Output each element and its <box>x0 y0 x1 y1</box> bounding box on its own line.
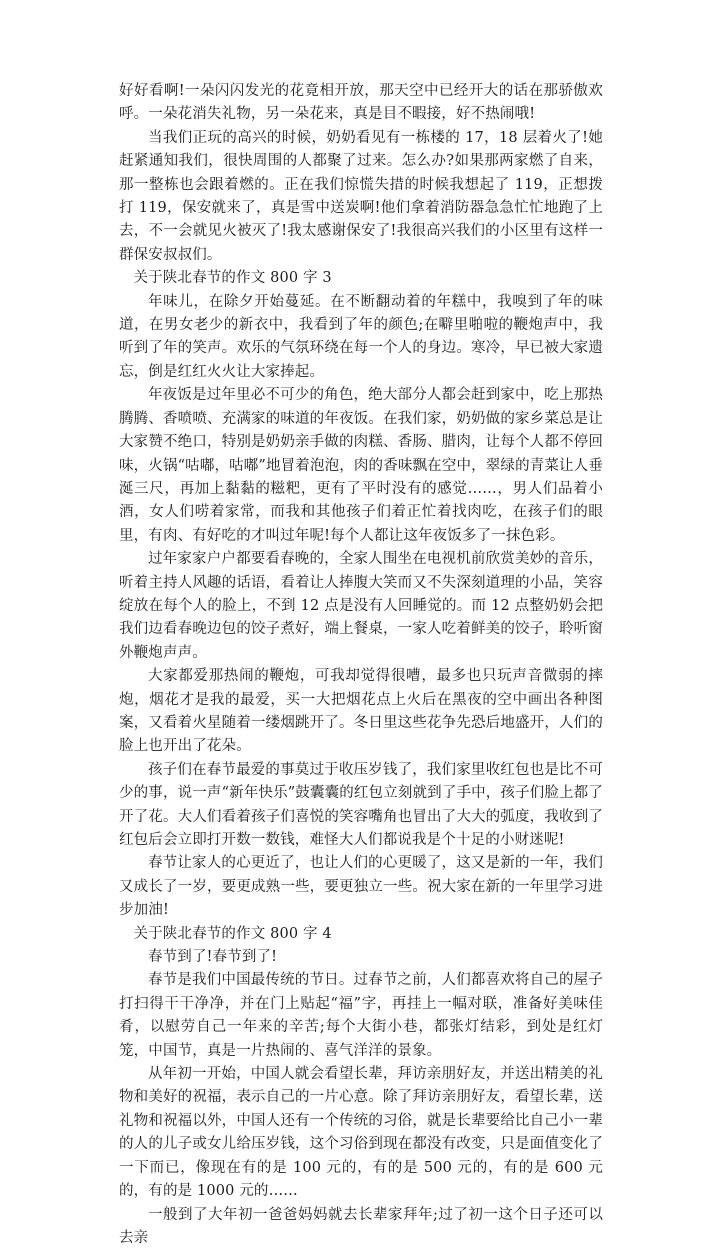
paragraph-fire-incident: 当我们正玩的高兴的时候，奶奶看见有一栋楼的 17，18 层着火了!她赶紧通知我们，很快周围的人都聚了过来。怎么办?如果那两家燃了自来，那一整栋也会跟着燃的。正在我们惊慌失措的时候我想起了 119，正想拨打 119，保安就来了，真是雪中送炭啊!他们拿着消防器急急忙忙地跑了上去，不一会就见火被灭了!我太感谢保安了!我很高兴我们的小区里有这样一群保安叔叔们。 <box>119 127 603 267</box>
paragraph-new-year-visits: 一般到了大年初一爸爸妈妈就去长辈家拜年;过了初一这个日子还可以去亲 <box>119 1204 603 1250</box>
paragraph-closing-wishes: 春节让家人的心更近了，也让人们的心更暖了，这又是新的一年，我们又成长了一岁，要更成熟一些，要更独立一些。祝大家在新的一年里学习进步加油! <box>119 852 603 922</box>
paragraph-new-year-flavor: 年味儿，在除夕开始蔓延。在不断翻动着的年糕中，我嗅到了年的味道，在男女老少的新衣中，我看到了年的颜色;在噼里啪啦的鞭炮声中，我听到了年的笑声。欢乐的气氛环绕在每一个人的身边。寒冷，早已被大家遗忘，倒是红红火火让大家捧起。 <box>119 291 603 385</box>
paragraph-visiting-elders: 从年初一开始，中国人就会看望长辈，拜访亲朋好友，并送出精美的礼物和美好的祝福，表示自己的一片心意。除了拜访亲朋好友，看望长辈，送礼物和祝福以外，中国人还有一个传统的习俗，就是长辈要给比自己小一辈的人的儿子或女儿给压岁钱，这个习俗到现在都没有改变，只是面值变化了一下而已，像现在有的是 100 元的，有的是 500 元的，有的是 600 元的，有的是 1000 元的…… <box>119 1063 603 1203</box>
essay-heading-4: 关于陕北春节的作文 800 字 4 <box>119 923 603 946</box>
paragraph-firecrackers: 大家都爱那热闹的鞭炮，可我却觉得很嘈，最多也只玩声音微弱的摔炮，烟花才是我的最爱，买一大把烟花点上火后在黑夜的空中画出各种图案，又看着火星随着一缕烟跳开了。冬日里这些花争先恐后地盛开，人们的脸上也开出了花朵。 <box>119 665 603 759</box>
paragraph-fireworks-continued: 好好看啊!一朵闪闪发光的花竟相开放，那天空中已经开大的话在那骄傲欢呼。一朵花消失礼物，另一朵花来，真是目不暇接，好不热闹哦! <box>119 80 603 127</box>
essay-heading-3: 关于陕北春节的作文 800 字 3 <box>119 267 603 290</box>
paragraph-new-year-dinner: 年夜饭是过年里必不可少的角色，绝大部分人都会赶到家中，吃上那热腾腾、香喷喷、充满家的味道的年夜饭。在我们家，奶奶做的家乡菜总是让大家赞不绝口，特别是奶奶亲手做的肉糕、香肠、腊肉，让每个人都不停回味，火锅“咕嘟，咕嘟”地冒着泡泡，肉的香味飘在空中，翠绿的青菜让人垂涎三尺，再加上黏黏的糍粑，更有了平时没有的感觉……，男人们品着小酒，女人们唠着家常，而我和其他孩子们着正忙着找肉吃，在孩子们的眼里，有肉、有好吃的才叫过年呢!每个人都让这年夜饭多了一抹色彩。 <box>119 384 603 548</box>
document-body <box>119 80 603 1250</box>
paragraph-red-envelopes: 孩子们在春节最爱的事莫过于收压岁钱了，我们家里收红包也是比不可少的事，说一声“新年快乐”鼓囊囊的红包立刻就到了手中，孩子们脸上都了开了花。大人们看着孩子们喜悦的笑容嘴角也冒出了大大的弧度，我收到了红包后会立即打开数一数钱，难怪大人们都说我是个十足的小财迷呢! <box>119 759 603 853</box>
paragraph-spring-festival-arrives: 春节到了!春节到了! <box>119 946 603 969</box>
paragraph-spring-gala: 过年家家户户都要看春晚的，全家人围坐在电视机前欣赏美妙的音乐，听着主持人风趣的话语，看着让人捧腹大笑而又不失深刻道理的小品，笑容绽放在每个人的脸上，不到 12 点是没有人回睡觉的。而 12 点整奶奶会把我们边看春晚边包的饺子煮好，端上餐桌，一家人吃着鲜美的饺子，聆听窗外鞭炮声声。 <box>119 548 603 665</box>
paragraph-traditional-festival: 春节是我们中国最传统的节日。过春节之前，人们都喜欢将自己的屋子打扫得干干净净，并在门上贴起“福”字，再挂上一幅对联，准备好美味佳肴，以慰劳自己一年来的辛苦;每个大街小巷，都张灯结彩，到处是红灯笼，中国节，真是一片热闹的、喜气洋洋的景象。 <box>119 969 603 1063</box>
